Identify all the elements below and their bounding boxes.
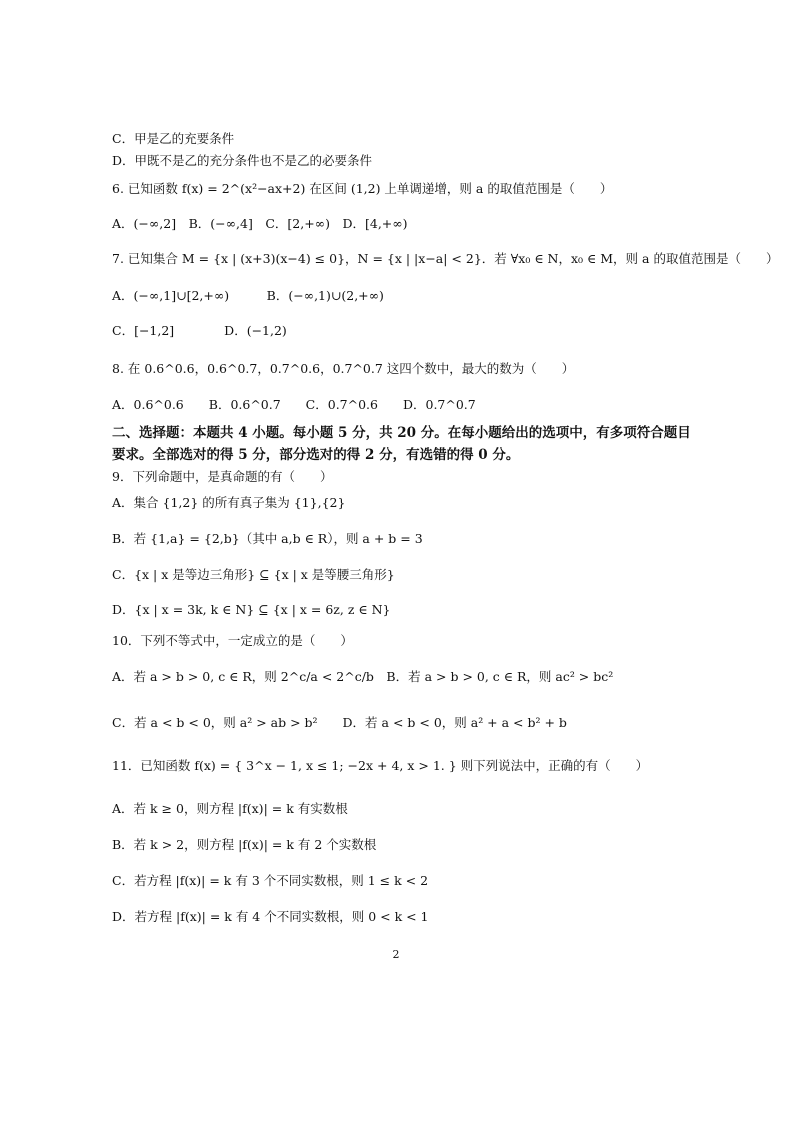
option-c-q9: C．{x | x 是等边三角形} ⊆ {x | x 是等腰三角形} [112,567,395,582]
section-heading-line1: 二、选择题：本题共 4 小题。每小题 5 分，共 20 分。在每小题给出的选项中，有多项符合题目 [112,425,691,441]
question-8: 8. 在 0.6^0.6，0.6^0.7，0.7^0.6，0.7^0.7 这四个数中，最大的数为（ ） [112,361,575,376]
question-7: 7. 已知集合 M = {x | (x+3)(x−4) ≤ 0}，N = {x | |x−a| < 2}．若 ∀x₀ ∈ N，x₀ ∈ M，则 a 的取值范围是（ ） [112,251,779,266]
option-c-q11: C．若方程 |f(x)| = k 有 3 个不同实数根，则 1 ≤ k < 2 [112,873,429,888]
options-q7-cd: C．[−1,2] D．(−1,2) [112,323,287,338]
options-q7-ab: A．(−∞,1]∪[2,+∞) B．(−∞,1)∪(2,+∞) [112,288,384,303]
question-6: 6. 已知函数 f(x) = 2^(x²−ax+2) 在区间 (1,2) 上单调递增，则 a 的取值范围是（ ） [112,181,613,196]
question-9: 9．下列命题中，是真命题的有（ ） [112,469,333,484]
option-c-q5: C．甲是乙的充要条件 [112,131,235,146]
question-11: 11．已知函数 f(x) = { 3^x − 1, x ≤ 1; −2x + 4, x > 1. } 则下列说法中，正确的有（ ） [112,758,649,773]
option-d-q5: D．甲既不是乙的充分条件也不是乙的必要条件 [112,153,373,168]
question-10: 10．下列不等式中，一定成立的是（ ） [112,633,353,648]
option-d-q11: D．若方程 |f(x)| = k 有 4 个不同实数根，则 0 < k < 1 [112,909,429,924]
option-a-q9: A．集合 {1,2} 的所有真子集为 {1},{2} [112,495,346,510]
option-d-q9: D．{x | x = 3k, k ∈ N} ⊆ {x | x = 6z, z ∈ N} [112,602,391,617]
section-heading-line2: 要求。全部选对的得 5 分，部分选对的得 2 分，有选错的得 0 分。 [112,447,520,463]
page-number: 2 [392,948,400,961]
options-q6: A．(−∞,2] B．(−∞,4] C．[2,+∞) D．[4,+∞) [112,216,408,231]
option-b-q9: B．若 {1,a} = {2,b}（其中 a,b ∈ R），则 a + b = 3 [112,531,423,546]
options-q10-cd: C．若 a < b < 0，则 a² > ab > b² D．若 a < b < 0，则 a² + a < b² + b [112,715,567,730]
options-q10-ab: A．若 a > b > 0, c ∈ R，则 2^c/a < 2^c/b B．若 a > b > 0, c ∈ R，则 ac² > bc² [112,669,614,684]
option-a-q11: A．若 k ≥ 0，则方程 |f(x)| = k 有实数根 [112,801,348,816]
options-q8: A．0.6^0.6 B．0.6^0.7 C．0.7^0.6 D．0.7^0.7 [112,397,476,412]
option-b-q11: B．若 k > 2，则方程 |f(x)| = k 有 2 个实数根 [112,837,377,852]
